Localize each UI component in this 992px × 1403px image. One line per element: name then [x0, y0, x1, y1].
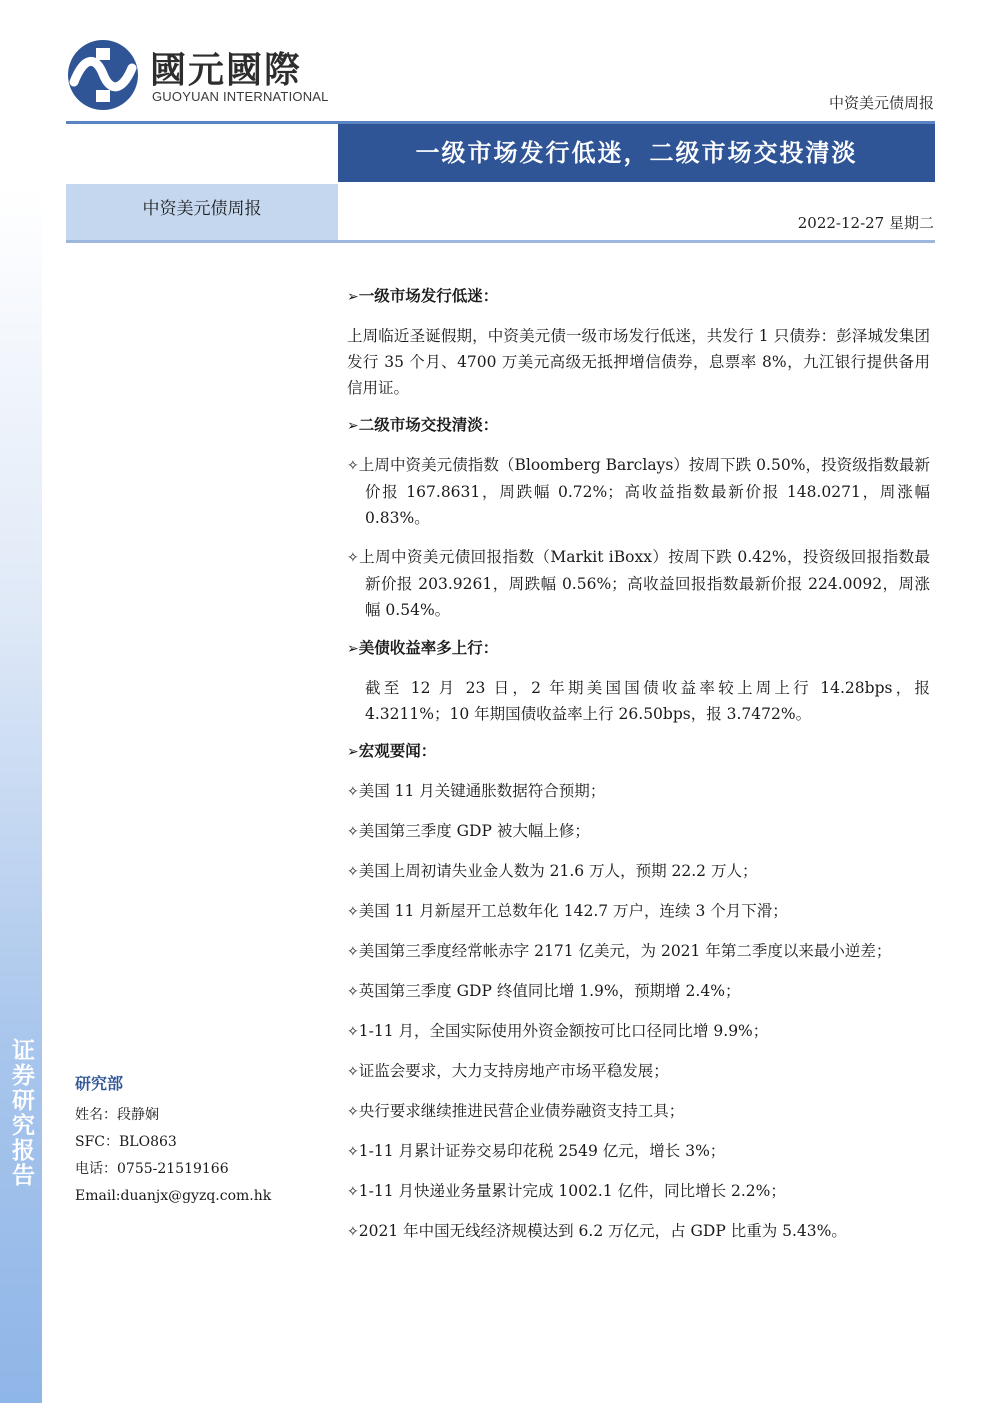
report-type-label: 中资美元债周报 [142, 199, 262, 219]
diamond-bullet-icon: ✧ [347, 784, 359, 800]
list-item: ✧上周中资美元债指数（Bloomberg Barclays）按周下跌 0.50%，投资级指数最新价报 167.8631，周跌幅 0.72%；高收益指数最新价报 148.0271，周涨幅 0.83%。 [347, 456, 930, 527]
diamond-bullet-icon: ✧ [347, 1224, 359, 1240]
list-item: ✧美国上周初请失业金人数为 21.6 万人，预期 22.2 万人； [347, 862, 758, 880]
primary-market-paragraph: 上周临近圣诞假期，中资美元债一级市场发行低迷，共发行 1 只债券：彭泽城发集团发行 35 个月、4700 万美元高级无抵押增信债券，息票率 8%，九江银行提供备用信用证。 [347, 327, 930, 397]
main-content [347, 284, 930, 1258]
page-title: 一级市场发行低迷，二级市场交投清淡 [415, 138, 858, 167]
header-bottom-rule [66, 240, 935, 243]
arrow-bullet-icon: ➢ [347, 418, 359, 434]
contact-name: 姓名：段静娴 [75, 1107, 159, 1123]
section-title-macro: ➢宏观要闻： [347, 741, 437, 760]
diamond-bullet-icon: ✧ [347, 458, 359, 474]
contact-email: Email:duanjx@gyzq.com.hk [75, 1188, 272, 1204]
logo-chinese-name: 國元國際 [150, 50, 303, 91]
title-banner [338, 124, 935, 182]
list-item: ✧1-11 月，全国实际使用外资金额按可比口径同比增 9.9%； [347, 1022, 769, 1040]
list-item: ✧1-11 月累计证券交易印花税 2549 亿元，增长 3%； [347, 1142, 726, 1160]
list-item: ✧上周中资美元债回报指数（Markit iBoxx）按周下跌 0.42%，投资级回报指数最新价报 203.9261，周跌幅 0.56%；高收益回报指数最新价报 224.0092，周涨幅 0.54%。 [347, 548, 930, 619]
vertical-label: 证券研究报告 [8, 1038, 35, 1188]
contact-department: 研究部 [75, 1074, 124, 1093]
logo-english-name: GUOYUAN INTERNATIONAL [152, 89, 329, 104]
list-item: ✧1-11 月快递业务量累计完成 1002.1 亿件，同比增长 2.2%； [347, 1182, 786, 1200]
diamond-bullet-icon: ✧ [347, 864, 359, 880]
section-title-treasury: ➢美债收益率多上行： [347, 638, 499, 657]
diamond-bullet-icon: ✧ [347, 1024, 359, 1040]
list-item: ✧美国第三季度经常帐赤字 2171 亿美元，为 2021 年第二季度以来最小逆差； [347, 942, 892, 960]
list-item: ✧美国第三季度 GDP 被大幅上修； [347, 822, 590, 840]
list-item: ✧美国 11 月关键通胀数据符合预期； [347, 782, 606, 800]
list-item: ✧证监会要求，大力支持房地产市场平稳发展； [347, 1062, 669, 1080]
treasury-paragraph: 截至 12 月 23 日，2 年期美国国债收益率较上周上行 14.28bps，报 4.3211%；10 年期国债收益率上行 26.50bps，报 3.7472%。 [365, 679, 930, 723]
list-item: ✧美国 11 月新屋开工总数年化 142.7 万户，连续 3 个月下滑； [347, 902, 788, 920]
arrow-bullet-icon: ➢ [347, 744, 359, 760]
arrow-bullet-icon: ➢ [347, 641, 359, 657]
contact-panel [75, 1071, 335, 1210]
diamond-bullet-icon: ✧ [347, 944, 359, 960]
diamond-bullet-icon: ✧ [347, 824, 359, 840]
diamond-bullet-icon: ✧ [347, 1184, 359, 1200]
section-title-primary: ➢一级市场发行低迷： [347, 286, 499, 305]
report-series-label: 中资美元债周报 [828, 94, 934, 112]
diamond-bullet-icon: ✧ [347, 984, 359, 1000]
logo-mark-icon [66, 38, 140, 112]
report-type-box [66, 184, 338, 240]
list-item: ✧2021 年中国无线经济规模达到 6.2 万亿元，占 GDP 比重为 5.43%。 [347, 1222, 847, 1240]
company-logo [66, 38, 336, 112]
diamond-bullet-icon: ✧ [347, 550, 359, 566]
contact-phone: 电话：0755-21519166 [75, 1161, 229, 1177]
side-decoration-strip [0, 185, 42, 1403]
diamond-bullet-icon: ✧ [347, 1064, 359, 1080]
diamond-bullet-icon: ✧ [347, 904, 359, 920]
arrow-bullet-icon: ➢ [347, 289, 359, 305]
diamond-bullet-icon: ✧ [347, 1104, 359, 1120]
contact-sfc: SFC：BLO863 [75, 1134, 177, 1150]
list-item: ✧央行要求继续推进民营企业债券融资支持工具； [347, 1102, 685, 1120]
list-item: ✧英国第三季度 GDP 终值同比增 1.9%，预期增 2.4%； [347, 982, 741, 1000]
diamond-bullet-icon: ✧ [347, 1144, 359, 1160]
report-date: 2022-12-27 星期二 [797, 214, 934, 232]
section-title-secondary: ➢二级市场交投清淡： [347, 415, 499, 434]
